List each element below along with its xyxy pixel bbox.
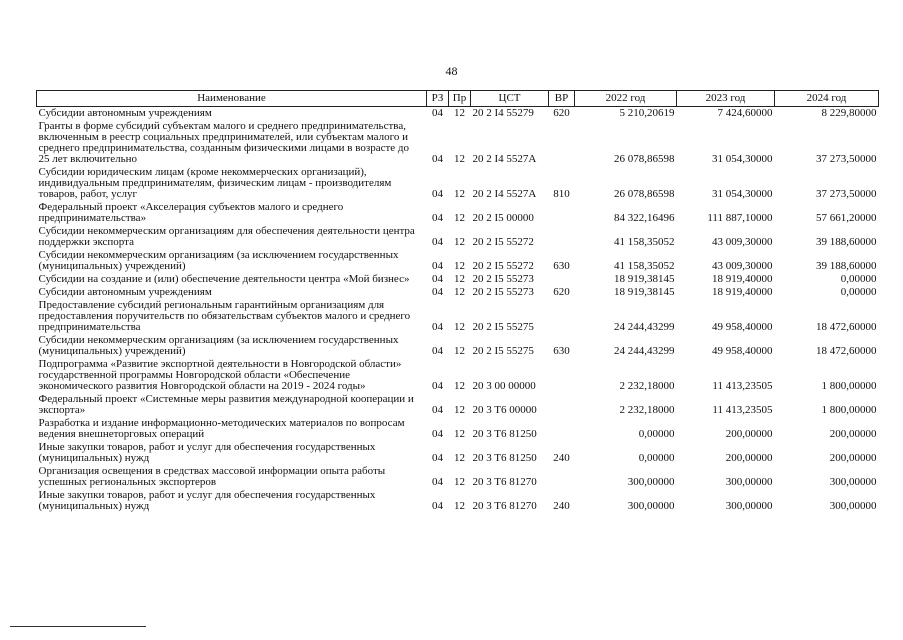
cell-rz: 04 <box>432 321 443 333</box>
cell-vr <box>549 393 575 417</box>
header-pr: Пр <box>449 91 471 107</box>
cell-name: Разработка и издание информационно-методических материалов по вопросам ведения внешнеторговых операций <box>38 417 405 440</box>
cell-vr: 240 <box>553 452 570 464</box>
cell-rz: 04 <box>432 188 443 200</box>
cell-y2024: 1 800,00000 <box>821 380 877 392</box>
cell-y2023: 49 958,40000 <box>712 345 773 357</box>
cell-y2022: 0,00000 <box>638 428 675 440</box>
cell-pr: 12 <box>454 404 465 416</box>
table-row <box>37 334 879 358</box>
cell-pr: 12 <box>454 188 465 200</box>
cell-cst: 20 2 I4 55279 <box>472 107 534 119</box>
cell-y2022: 2 232,18000 <box>619 404 675 416</box>
cell-cst: 20 2 I5 55273 <box>472 273 534 285</box>
cell-vr <box>549 358 575 393</box>
cell-cst: 20 2 I5 55275 <box>472 345 534 357</box>
cell-vr: 620 <box>553 107 570 119</box>
table-row <box>37 201 879 225</box>
cell-y2024: 300,00000 <box>829 476 877 488</box>
table-row <box>37 358 879 393</box>
cell-y2024: 18 472,60000 <box>816 321 877 333</box>
cell-rz: 04 <box>432 404 443 416</box>
cell-y2024: 37 273,50000 <box>816 188 877 200</box>
cell-y2023: 200,00000 <box>725 428 773 440</box>
cell-rz: 04 <box>432 236 443 248</box>
cell-cst: 20 2 I5 55272 <box>472 236 534 248</box>
cell-y2022: 18 919,38145 <box>614 286 675 298</box>
cell-vr <box>549 299 575 334</box>
cell-vr <box>549 465 575 489</box>
table-row <box>37 120 879 166</box>
cell-y2022: 24 244,43299 <box>614 345 675 357</box>
cell-y2022: 26 078,86598 <box>614 153 675 165</box>
table-row <box>37 107 879 121</box>
cell-y2022: 0,00000 <box>638 452 675 464</box>
cell-rz: 04 <box>432 500 443 512</box>
table-header-row <box>37 91 879 107</box>
cell-name: Субсидии на создание и (или) обеспечение деятельности центра «Мой бизнес» <box>38 273 410 285</box>
cell-y2024: 300,00000 <box>829 500 877 512</box>
cell-name: Подпрограмма «Развитие экспортной деятельности в Новгородской области» государственной программы Новгородской области «Обеспечение экономического развития Новгородской области на 2019 - 2024 годы» <box>38 358 402 392</box>
budget-table <box>36 90 879 513</box>
cell-pr: 12 <box>454 107 465 119</box>
cell-rz: 04 <box>432 286 443 298</box>
cell-cst: 20 2 I5 00000 <box>472 212 534 224</box>
cell-cst: 20 2 I5 55275 <box>472 321 534 333</box>
cell-vr <box>549 225 575 249</box>
cell-y2023: 7 424,60000 <box>717 107 773 119</box>
cell-cst: 20 3 T6 81270 <box>472 500 537 512</box>
cell-rz: 04 <box>432 212 443 224</box>
cell-cst: 20 3 T6 81250 <box>472 428 537 440</box>
cell-y2023: 43 009,30000 <box>712 236 773 248</box>
header-2022: 2022 год <box>575 91 677 107</box>
cell-cst: 20 2 I5 55272 <box>472 260 534 272</box>
cell-y2022: 84 322,16496 <box>614 212 675 224</box>
cell-cst: 20 3 T6 81250 <box>472 452 537 464</box>
table-row <box>37 465 879 489</box>
cell-rz: 04 <box>432 380 443 392</box>
cell-cst: 20 3 T6 81270 <box>472 476 537 488</box>
cell-pr: 12 <box>454 380 465 392</box>
cell-vr <box>549 273 575 286</box>
cell-pr: 12 <box>454 212 465 224</box>
cell-y2023: 18 919,40000 <box>712 286 773 298</box>
cell-y2024: 39 188,60000 <box>816 260 877 272</box>
cell-y2023: 11 413,23505 <box>712 380 773 392</box>
cell-y2024: 200,00000 <box>829 452 877 464</box>
table-row <box>37 489 879 513</box>
header-2023: 2023 год <box>677 91 775 107</box>
cell-pr: 12 <box>454 476 465 488</box>
cell-y2024: 8 229,80000 <box>821 107 877 119</box>
cell-cst: 20 2 I4 5527А <box>472 188 537 200</box>
cell-y2023: 31 054,30000 <box>712 188 773 200</box>
table-row <box>37 273 879 286</box>
cell-rz: 04 <box>432 260 443 272</box>
page-number: 48 <box>445 64 458 78</box>
cell-pr: 12 <box>454 345 465 357</box>
cell-y2022: 2 232,18000 <box>619 380 675 392</box>
cell-name: Гранты в форме субсидий субъектам малого и среднего предпринимательства, включенным в реестр социальных предпринимателей, или субъектам малого и среднего предпринимательства, созданным физическими лицами в возрасте до 25 лет включительно <box>38 120 410 165</box>
cell-y2022: 41 158,35052 <box>614 260 675 272</box>
cell-name: Федеральный проект «Системные меры развития международной кооперации и экспорта» <box>38 393 414 416</box>
cell-name: Федеральный проект «Акселерация субъектов малого и среднего предпринимательства» <box>38 201 344 224</box>
cell-vr: 630 <box>553 260 570 272</box>
cell-y2024: 18 472,60000 <box>816 345 877 357</box>
cell-vr <box>549 120 575 166</box>
cell-y2022: 5 210,20619 <box>619 107 675 119</box>
cell-y2024: 57 661,20000 <box>816 212 877 224</box>
cell-y2024: 0,00000 <box>840 273 877 285</box>
cell-cst: 20 2 I4 5527А <box>472 153 537 165</box>
table-row <box>37 417 879 441</box>
cell-y2022: 300,00000 <box>627 500 675 512</box>
cell-y2024: 200,00000 <box>829 428 877 440</box>
cell-y2023: 300,00000 <box>725 476 773 488</box>
cell-name: Субсидии некоммерческим организациям (за исключением государственных (муниципальных) учреждений) <box>38 334 399 357</box>
header-cst: ЦСТ <box>471 91 549 107</box>
header-name: Наименование <box>37 91 427 107</box>
cell-y2022: 24 244,43299 <box>614 321 675 333</box>
cell-name: Иные закупки товаров, работ и услуг для обеспечения государственных (муниципальных) нужд <box>38 489 376 512</box>
header-vr: ВР <box>549 91 575 107</box>
cell-name: Субсидии юридическим лицам (кроме некоммерческих организаций), индивидуальным предпринимателям, физическим лицам - производителям товаров, работ, услуг <box>38 166 392 200</box>
cell-pr: 12 <box>454 428 465 440</box>
cell-rz: 04 <box>432 452 443 464</box>
header-rz: РЗ <box>427 91 449 107</box>
cell-name: Субсидии некоммерческим организациям (за исключением государственных (муниципальных) учреждений) <box>38 249 399 272</box>
cell-pr: 12 <box>454 500 465 512</box>
cell-pr: 12 <box>454 452 465 464</box>
table-row <box>37 225 879 249</box>
cell-pr: 12 <box>454 273 465 285</box>
cell-vr: 620 <box>553 286 570 298</box>
table-row <box>37 286 879 299</box>
cell-name: Организация освещения в средствах массовой информации опыта работы успешных региональных экспортеров <box>38 465 386 488</box>
cell-name: Иные закупки товаров, работ и услуг для обеспечения государственных (муниципальных) нужд <box>38 441 376 464</box>
table-row <box>37 249 879 273</box>
cell-y2024: 0,00000 <box>840 286 877 298</box>
cell-pr: 12 <box>454 286 465 298</box>
cell-name: Субсидии автономным учреждениям <box>38 107 212 119</box>
cell-pr: 12 <box>454 236 465 248</box>
cell-rz: 04 <box>432 273 443 285</box>
cell-y2023: 49 958,40000 <box>712 321 773 333</box>
cell-vr: 240 <box>553 500 570 512</box>
cell-pr: 12 <box>454 321 465 333</box>
cell-y2022: 41 158,35052 <box>614 236 675 248</box>
cell-rz: 04 <box>432 428 443 440</box>
cell-rz: 04 <box>432 476 443 488</box>
cell-y2022: 18 919,38145 <box>614 273 675 285</box>
cell-y2023: 18 919,40000 <box>712 273 773 285</box>
cell-vr <box>549 201 575 225</box>
cell-cst: 20 2 I5 55273 <box>472 286 534 298</box>
cell-pr: 12 <box>454 153 465 165</box>
cell-rz: 04 <box>432 153 443 165</box>
cell-cst: 20 3 00 00000 <box>472 380 536 392</box>
cell-y2024: 1 800,00000 <box>821 404 877 416</box>
cell-name: Субсидии автономным учреждениям <box>38 286 212 298</box>
cell-name: Субсидии некоммерческим организациям для обеспечения деятельности центра поддержки экспорта <box>38 225 415 248</box>
table-row <box>37 393 879 417</box>
cell-name: Предоставление субсидий региональным гарантийным организациям для предоставления поручительств по обязательствам субъектов малого и среднего предпринимательства <box>38 299 411 333</box>
cell-y2023: 11 413,23505 <box>712 404 773 416</box>
cell-y2023: 111 887,10000 <box>707 212 773 224</box>
cell-pr: 12 <box>454 260 465 272</box>
cell-y2023: 31 054,30000 <box>712 153 773 165</box>
cell-vr: 630 <box>553 345 570 357</box>
cell-y2024: 37 273,50000 <box>816 153 877 165</box>
cell-rz: 04 <box>432 107 443 119</box>
cell-cst: 20 3 T6 00000 <box>472 404 537 416</box>
cell-y2024: 39 188,60000 <box>816 236 877 248</box>
table-body <box>37 107 879 514</box>
table-row <box>37 166 879 201</box>
table-row <box>37 441 879 465</box>
table-row <box>37 299 879 334</box>
cell-y2023: 43 009,30000 <box>712 260 773 272</box>
cell-y2022: 26 078,86598 <box>614 188 675 200</box>
cell-y2023: 300,00000 <box>725 500 773 512</box>
cell-y2022: 300,00000 <box>627 476 675 488</box>
header-2024: 2024 год <box>775 91 879 107</box>
cell-vr: 810 <box>553 188 570 200</box>
cell-y2023: 200,00000 <box>725 452 773 464</box>
footnote-divider <box>10 626 146 627</box>
cell-rz: 04 <box>432 345 443 357</box>
cell-vr <box>549 417 575 441</box>
